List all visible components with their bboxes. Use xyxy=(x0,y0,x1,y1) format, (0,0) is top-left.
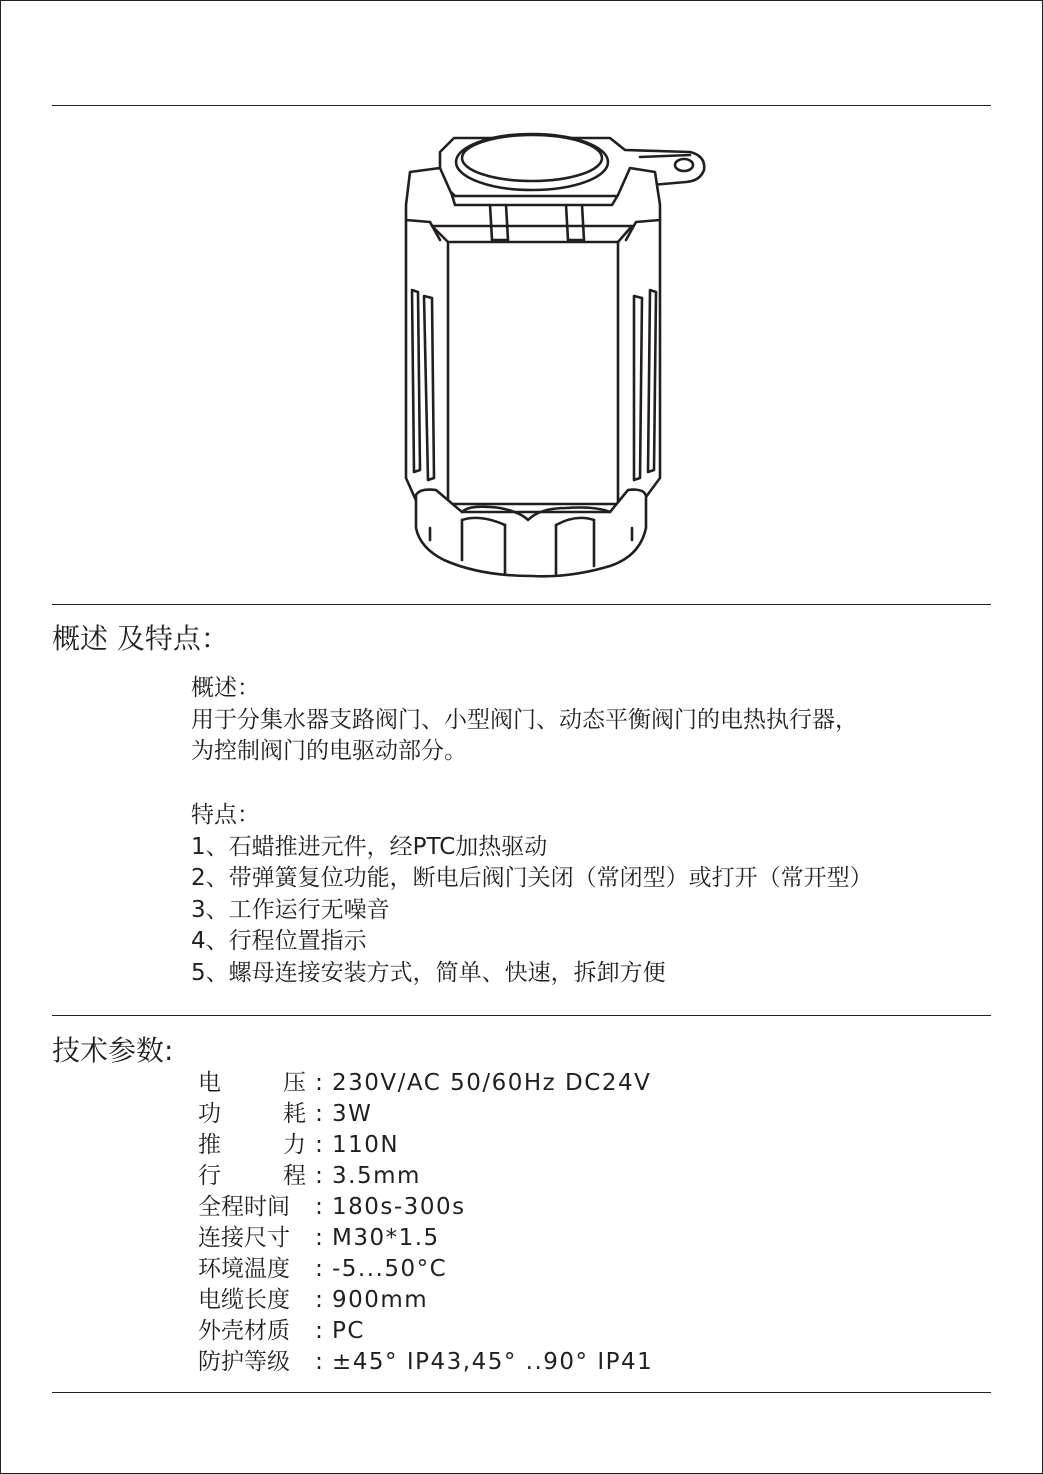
spec-value: 3.5mm xyxy=(332,1163,421,1189)
spec-row xyxy=(198,1099,653,1130)
spec-label xyxy=(198,1254,306,1285)
spec-label xyxy=(198,1068,306,1099)
spec-label-part: 电缆长度 xyxy=(198,1287,290,1313)
spec-row xyxy=(198,1161,653,1192)
spec-row xyxy=(198,1223,653,1254)
spec-separator: : xyxy=(315,1163,323,1189)
spec-separator: : xyxy=(315,1256,323,1282)
spec-value: ±45° IP43,45° ..90° IP41 xyxy=(332,1349,654,1375)
spec-label xyxy=(198,1316,306,1347)
spec-value: 3W xyxy=(332,1101,373,1127)
feature-item: 1、石蜡推进元件，经PTC加热驱动 xyxy=(191,833,548,860)
spec-separator: : xyxy=(315,1318,323,1344)
spec-row xyxy=(198,1285,653,1316)
spec-separator: : xyxy=(315,1225,323,1251)
spec-row xyxy=(198,1254,653,1285)
overview-line: 用于分集水器支路阀门、小型阀门、动态平衡阀门的电热执行器， xyxy=(191,706,858,733)
spec-value: 110N xyxy=(332,1132,400,1158)
spec-value: 900mm xyxy=(332,1287,429,1313)
spec-label-part: 行 xyxy=(198,1163,221,1189)
overview-text xyxy=(191,673,858,768)
spec-row xyxy=(198,1068,653,1099)
features-label: 特点： xyxy=(191,802,260,828)
spec-label xyxy=(198,1223,306,1254)
top-divider xyxy=(52,105,991,106)
specs-table xyxy=(198,1068,653,1378)
spec-row xyxy=(198,1347,653,1378)
spec-label xyxy=(198,1161,306,1192)
overview-label: 概述： xyxy=(191,675,260,701)
spec-label-part: 全程时间 xyxy=(198,1194,290,1220)
spec-label-part: 环境温度 xyxy=(198,1256,290,1282)
spec-label xyxy=(198,1285,306,1316)
spec-label xyxy=(198,1099,306,1130)
spec-label-part: 耗 xyxy=(283,1101,306,1127)
spec-label-part: 电 xyxy=(198,1070,221,1096)
spec-label xyxy=(198,1347,306,1378)
spec-value: PC xyxy=(332,1318,365,1344)
spec-label xyxy=(198,1192,306,1223)
spec-separator: : xyxy=(315,1287,323,1313)
spec-label-part: 程 xyxy=(283,1163,306,1189)
feature-item: 4、行程位置指示 xyxy=(191,928,367,954)
spec-label-part: 压 xyxy=(283,1070,306,1096)
bottom-divider xyxy=(52,1392,991,1393)
feature-item: 2、带弹簧复位功能，断电后阀门关闭（常闭型）或打开（常开型） xyxy=(191,865,873,891)
spec-row xyxy=(198,1316,653,1347)
spec-row xyxy=(198,1130,653,1161)
feature-item: 5、螺母连接安装方式，简单、快速，拆卸方便 xyxy=(191,959,666,986)
overview-line: 为控制阀门的电驱动部分。 xyxy=(191,738,467,764)
overview-heading: 概述 及特点： xyxy=(52,622,229,655)
spec-value: 230V/AC 50/60Hz DC24V xyxy=(332,1070,652,1096)
spec-value: -5...50°C xyxy=(332,1256,448,1282)
section-divider xyxy=(52,604,991,605)
spec-label-part: 力 xyxy=(283,1132,306,1158)
spec-separator: : xyxy=(315,1101,323,1127)
spec-label-part: 功 xyxy=(198,1101,221,1127)
features-list xyxy=(191,800,873,989)
spec-value: M30*1.5 xyxy=(332,1225,440,1251)
spec-separator: : xyxy=(315,1132,323,1158)
section-divider xyxy=(52,1015,991,1016)
spec-separator: : xyxy=(315,1194,323,1220)
spec-row xyxy=(198,1192,653,1223)
feature-item: 3、工作运行无噪音 xyxy=(191,896,390,923)
spec-separator: : xyxy=(315,1070,323,1096)
spec-label-part: 防护等级 xyxy=(198,1349,290,1375)
spec-label xyxy=(198,1130,306,1161)
spec-label-part: 推 xyxy=(198,1132,221,1158)
specs-heading: 技术参数: xyxy=(52,1034,174,1067)
actuator-illustration xyxy=(400,130,710,580)
spec-value: 180s-300s xyxy=(332,1194,466,1220)
spec-separator: : xyxy=(315,1349,323,1375)
spec-label-part: 连接尺寸 xyxy=(198,1225,290,1251)
spec-label-part: 外壳材质 xyxy=(198,1318,290,1344)
